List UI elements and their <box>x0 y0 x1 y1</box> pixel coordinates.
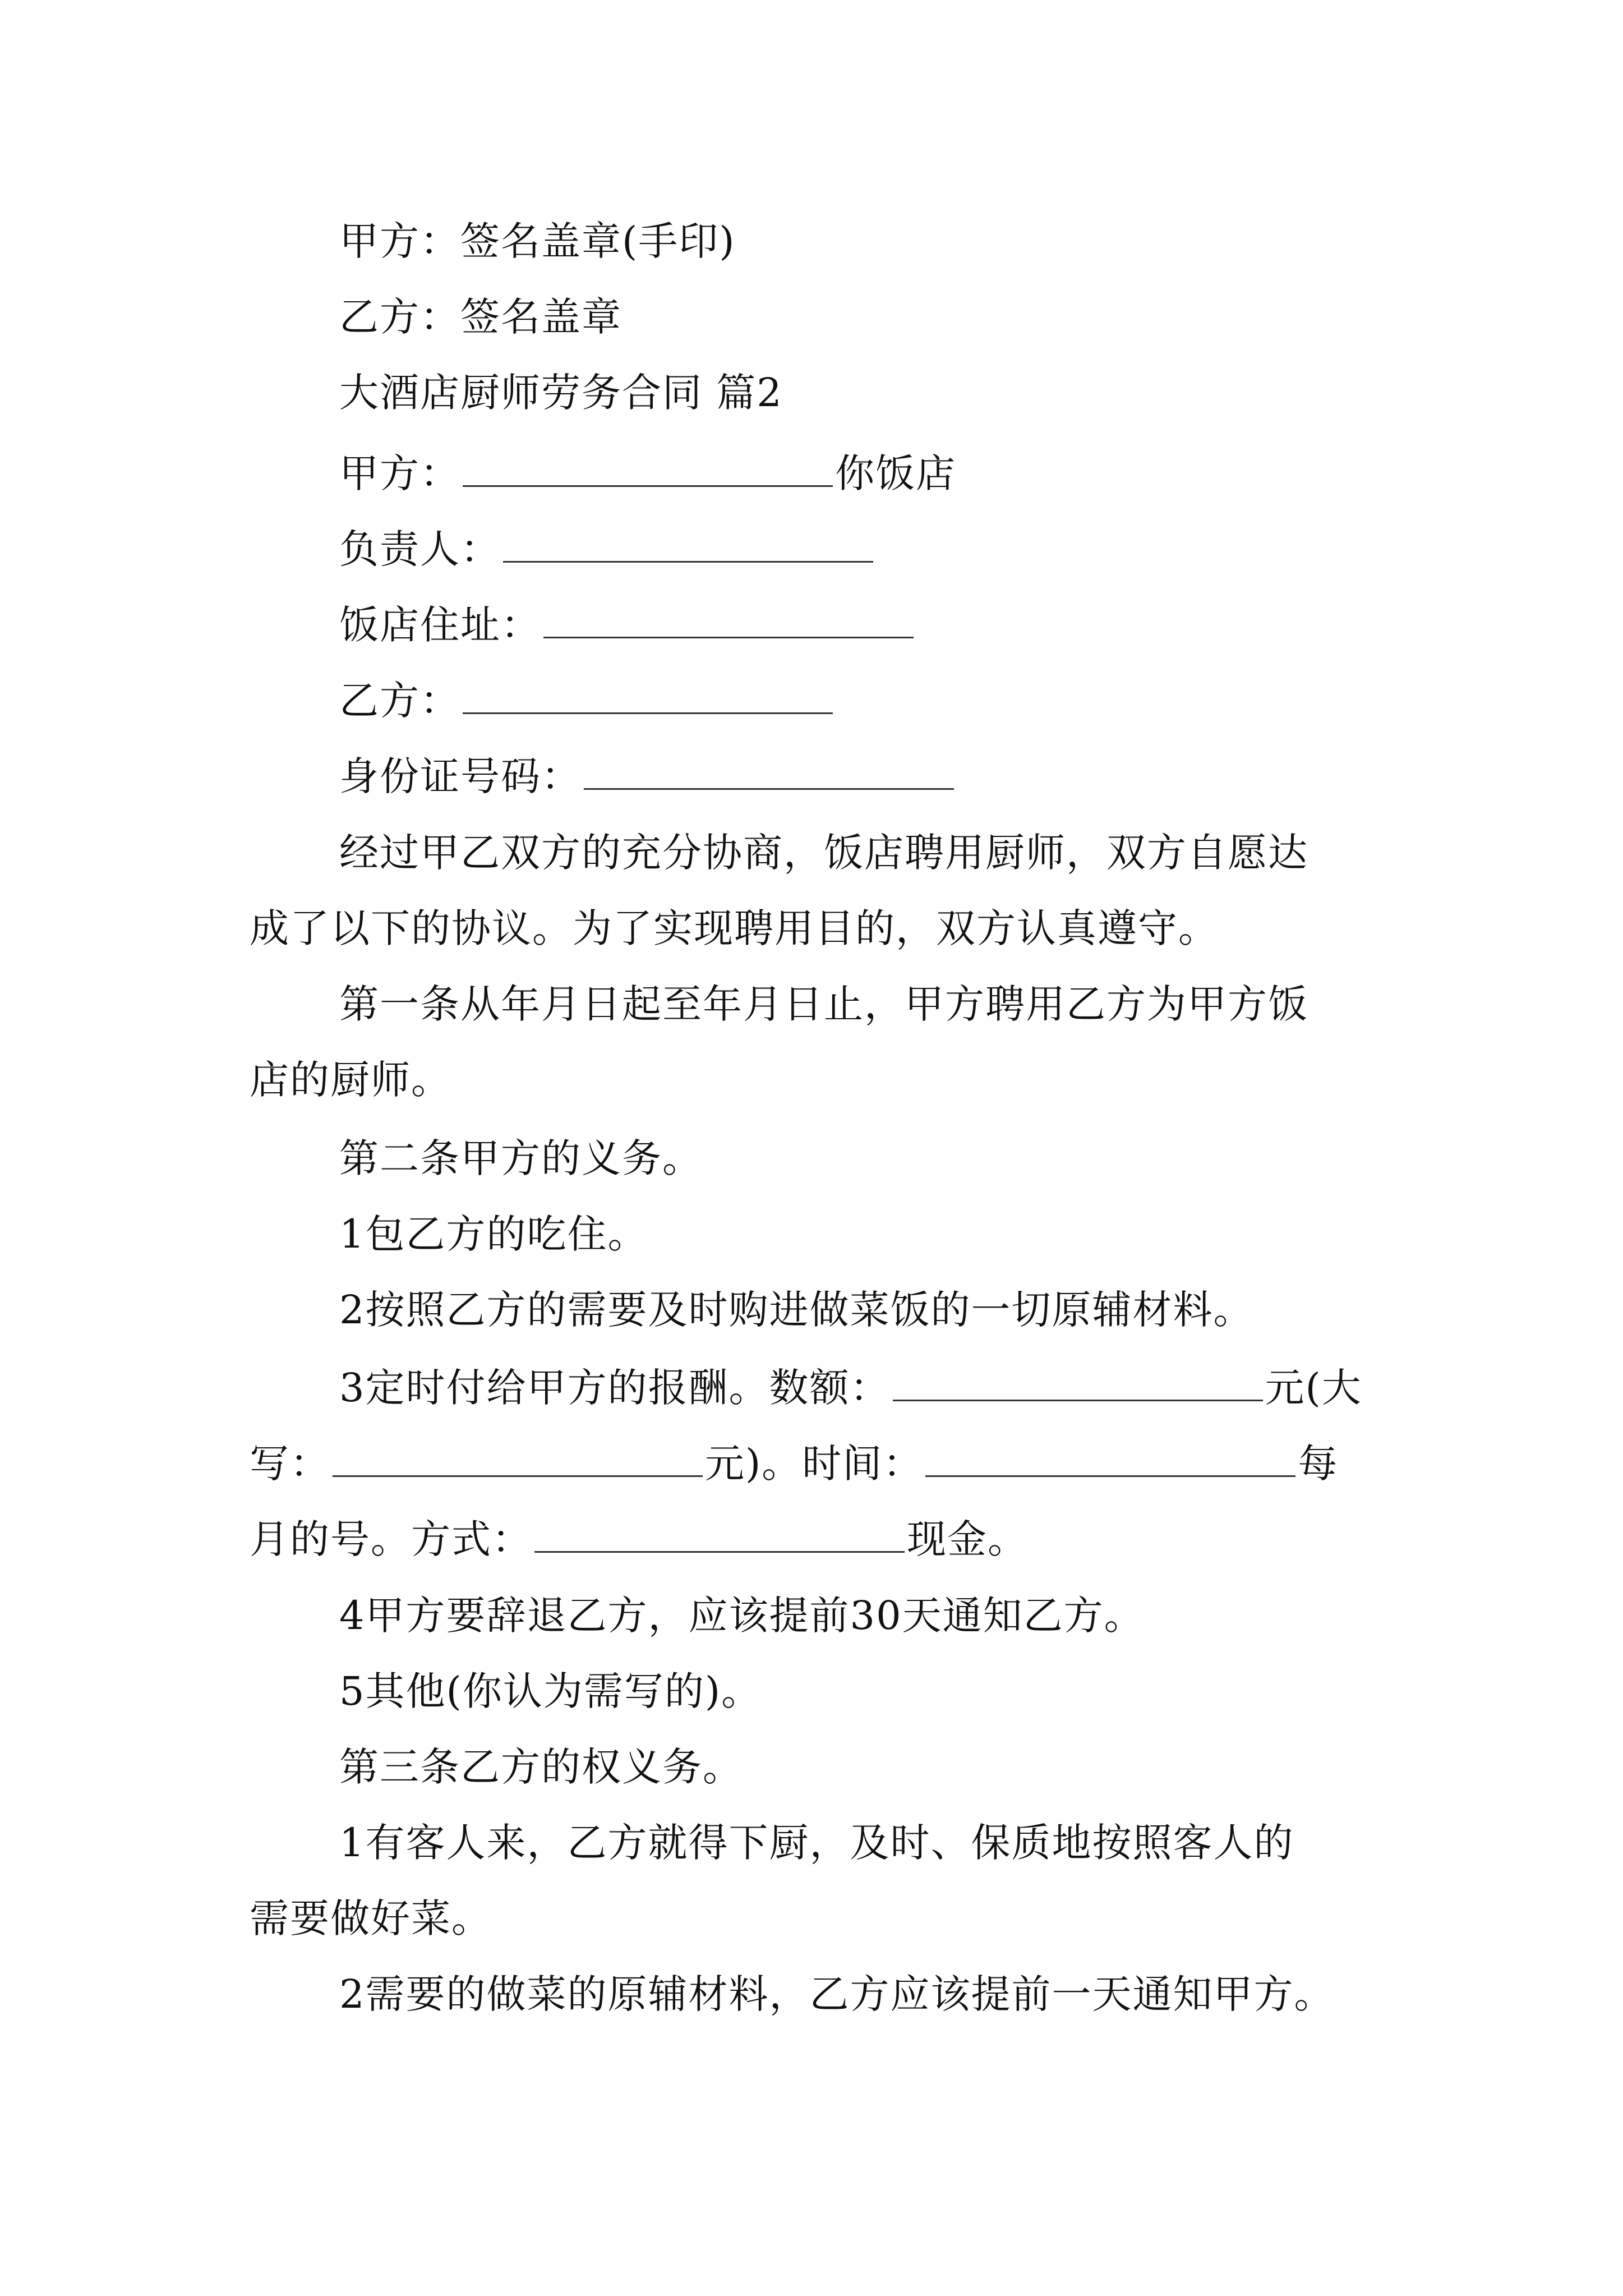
party-b-label: 乙方： <box>339 678 460 724</box>
intro-line-2: 成了以下的协议。为了实现聘用目的，双方认真遵守。 <box>250 905 1219 951</box>
address-line <box>339 597 916 650</box>
amount-words-label: 写： <box>250 1441 330 1487</box>
article2-item-3-line-1 <box>339 1360 1362 1413</box>
amount-suffix: 元(大 <box>1265 1365 1362 1411</box>
id-label: 身份证号码： <box>339 753 582 799</box>
party-a-suffix: 你饭店 <box>835 450 956 496</box>
article2-item-5: 5其他(你认为需写的)。 <box>339 1668 762 1714</box>
article2-title: 第二条甲方的义务。 <box>339 1135 703 1181</box>
article2-item-4: 4甲方要辞退乙方，应该提前30天通知乙方。 <box>339 1593 1145 1639</box>
article2-item-3-line-3 <box>250 1512 1028 1565</box>
amount-blank <box>893 1360 1263 1401</box>
party-b-line <box>339 673 835 726</box>
section-title: 大酒店厨师劳务合同 篇2 <box>339 370 783 416</box>
id-blank <box>584 749 954 790</box>
article3-item-1-line-2: 需要做好菜。 <box>250 1895 492 1941</box>
payment-method-blank <box>534 1512 905 1553</box>
manager-blank <box>503 522 873 563</box>
party-a-signature: 甲方：签名盖章(手印) <box>339 218 736 264</box>
manager-line <box>339 522 875 574</box>
party-a-blank <box>463 446 833 487</box>
article2-item-1: 1包乙方的吃住。 <box>339 1211 648 1257</box>
article3-title: 第三条乙方的权义务。 <box>339 1744 743 1790</box>
amount-label: 3定时付给甲方的报酬。数额： <box>339 1365 891 1411</box>
article1-line-2: 店的厨师。 <box>250 1057 451 1103</box>
time-blank <box>925 1436 1295 1477</box>
amount-words-blank <box>333 1436 703 1477</box>
id-number-line <box>339 749 956 802</box>
party-a-line <box>339 446 956 499</box>
party-b-blank <box>463 673 833 714</box>
party-a-label: 甲方： <box>339 450 460 496</box>
address-blank <box>543 597 914 638</box>
intro-line-1: 经过甲乙双方的充分协商，饭店聘用厨师，双方自愿达 <box>339 830 1308 876</box>
manager-label: 负责人： <box>339 526 501 572</box>
time-label: 元)。时间： <box>705 1441 924 1487</box>
article3-item-2: 2需要的做菜的原辅材料，乙方应该提前一天通知甲方。 <box>339 1971 1335 2017</box>
payment-method-suffix: 现金。 <box>907 1516 1028 1562</box>
time-suffix: 每 <box>1298 1441 1339 1487</box>
article3-item-1-line-1: 1有客人来，乙方就得下厨，及时、保质地按照客人的 <box>339 1820 1294 1866</box>
article2-item-2: 2按照乙方的需要及时购进做菜饭的一切原辅材料。 <box>339 1287 1254 1333</box>
article1-line-1: 第一条从年月日起至年月日止，甲方聘用乙方为甲方饭 <box>339 981 1308 1027</box>
payment-method-label: 月的号。方式： <box>250 1516 532 1562</box>
address-label: 饭店住址： <box>339 602 541 648</box>
party-b-signature: 乙方：签名盖章 <box>339 294 622 340</box>
article2-item-3-line-2 <box>250 1436 1338 1489</box>
